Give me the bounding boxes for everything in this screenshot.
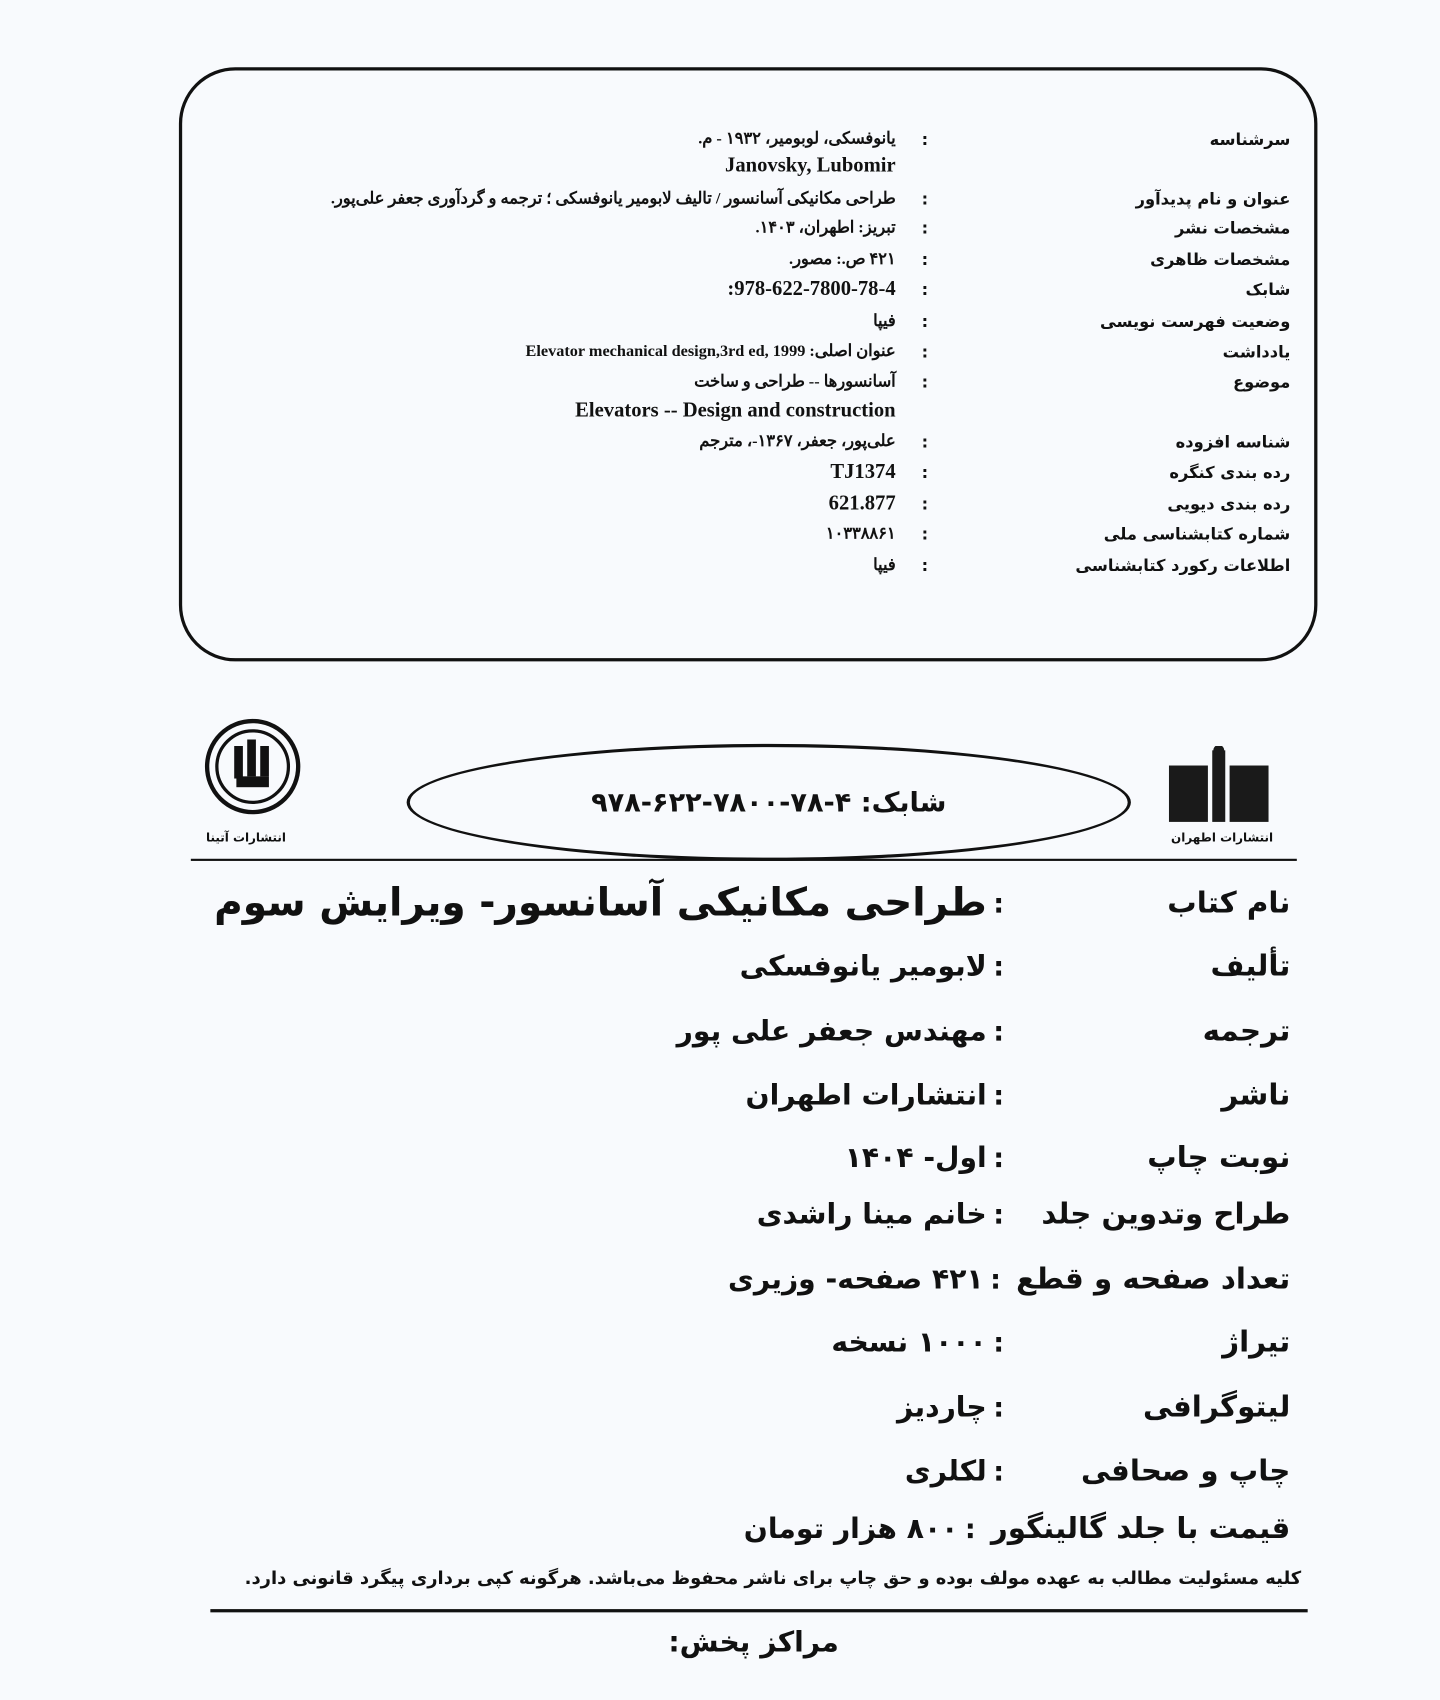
cip-colon: : xyxy=(921,279,929,300)
cip-row xyxy=(694,371,1290,392)
cip-row xyxy=(826,523,1291,544)
detail-row xyxy=(831,1326,1290,1360)
detail-colon: : xyxy=(990,1263,1001,1296)
isbn-oval xyxy=(407,744,1131,861)
cip-value: فیپا xyxy=(873,556,896,575)
cip-colon: : xyxy=(921,371,929,392)
cip-row xyxy=(873,555,1290,576)
cip-label: اطلاعات رکورد کتابشناسی xyxy=(1075,555,1291,575)
athran-logo-icon xyxy=(1169,746,1269,831)
detail-value: ۸۰۰ هزار تومان xyxy=(743,1512,959,1546)
cip-row xyxy=(698,128,1290,149)
distribution-heading: مراکز پخش: xyxy=(668,1626,839,1659)
detail-colon: : xyxy=(993,1198,1005,1231)
detail-value: اول- ۱۴۰۴ xyxy=(844,1141,987,1175)
detail-row xyxy=(677,1014,1291,1048)
cip-value: فیپا xyxy=(873,312,896,331)
detail-row xyxy=(744,1512,1291,1546)
cip-value: 621.877 xyxy=(828,492,896,516)
cip-label: موضوع xyxy=(1233,371,1291,392)
cip-value: طراحی مکانیکی آسانسور / تالیف لابومیر یانوفسکی ؛ ترجمه و گردآوری جعفر علی‌پور. xyxy=(330,190,896,208)
cip-value: Elevators -- Design and construction xyxy=(575,399,896,422)
detail-label: طراح وتدوین جلد xyxy=(1041,1197,1291,1232)
cip-label: سرشناسه xyxy=(1209,129,1291,149)
header-divider xyxy=(191,859,1297,861)
detail-row xyxy=(905,1455,1290,1489)
cip-colon: : xyxy=(921,431,929,452)
book-title: طراحی مکانیکی آسانسور- ویرایش سوم xyxy=(214,880,987,926)
detail-value: مهندس جعفر علی پور xyxy=(676,1014,987,1048)
cip-row xyxy=(830,461,1290,485)
detail-row xyxy=(746,1078,1291,1112)
detail-colon: : xyxy=(993,1455,1005,1488)
detail-value: لابومیر یانوفسکی xyxy=(739,949,987,983)
detail-row xyxy=(740,949,1291,983)
cip-value: ۱۰۳۳۸۸۶۱ xyxy=(825,525,896,543)
cip-colon: : xyxy=(921,341,929,362)
detail-label: نام کتاب xyxy=(1167,886,1291,921)
detail-colon: : xyxy=(993,950,1005,982)
cip-colon: : xyxy=(921,217,929,238)
detail-colon: : xyxy=(993,1142,1005,1174)
cip-value: علی‌پور، جعفر، ۱۳۶۷-، مترجم xyxy=(699,433,896,451)
cip-row xyxy=(789,249,1290,270)
detail-colon: : xyxy=(993,1326,1005,1359)
detail-colon: : xyxy=(964,1513,976,1545)
detail-label: ترجمه xyxy=(1202,1014,1291,1048)
detail-row xyxy=(214,881,1290,925)
cip-value: عنوان اصلی: Elevator mechanical design,3rd ed, 1999 xyxy=(525,343,896,361)
cip-value: تبریز: اطهران، ۱۴۰۳. xyxy=(755,219,896,237)
isbn-banner-text: شابک: ۴-۷۸-۷۸۰۰-۶۲۲-۹۷۸ xyxy=(591,786,947,819)
detail-value: ۴۲۱ صفحه- وزیری xyxy=(727,1263,984,1296)
cip-label: رده بندی کنگره xyxy=(1169,462,1291,483)
cip-label: وضعیت فهرست نویسی xyxy=(1099,311,1291,331)
detail-colon: : xyxy=(993,887,1005,919)
cip-label: رده بندی دیویی xyxy=(1167,494,1291,514)
cip-row xyxy=(725,154,1290,178)
cip-label: شماره کتابشناسی ملی xyxy=(1103,523,1291,544)
detail-row xyxy=(845,1141,1291,1175)
cip-value: TJ1374 xyxy=(830,460,896,484)
cip-row xyxy=(873,311,1290,332)
detail-value: انتشارات اطهران xyxy=(745,1078,987,1112)
cip-label: مشخصات نشر xyxy=(1175,217,1291,238)
atina-logo-caption: انتشارات آتینا xyxy=(206,830,286,845)
cip-value: :978-622-7800-78-4 xyxy=(727,277,896,301)
detail-row xyxy=(728,1263,1290,1297)
atina-logo-icon xyxy=(204,718,302,816)
detail-label: ناشر xyxy=(1221,1078,1291,1112)
cip-colon: : xyxy=(921,494,929,514)
detail-value: ۱۰۰۰ نسخه xyxy=(831,1326,987,1359)
detail-label: نوبت چاپ xyxy=(1147,1141,1291,1175)
athran-logo-caption: انتشارات اطهران xyxy=(1171,830,1274,845)
cip-row xyxy=(829,492,1291,516)
cip-label: یادداشت xyxy=(1222,341,1291,362)
atina-logo xyxy=(204,718,302,816)
cip-colon: : xyxy=(921,249,929,269)
cip-row xyxy=(727,278,1290,302)
cip-row xyxy=(756,217,1291,238)
detail-colon: : xyxy=(993,1391,1005,1424)
cip-row xyxy=(575,399,1290,423)
cip-colon: : xyxy=(921,555,929,575)
detail-value: لکلری xyxy=(904,1455,987,1488)
cip-value: آسانسورها -- طراحی و ساخت xyxy=(694,373,896,391)
detail-label: چاپ و صحافی xyxy=(1081,1454,1291,1489)
cip-value: ۴۲۱ ص.: مصور. xyxy=(788,251,896,269)
cip-value: Janovsky, Lubomir xyxy=(725,153,896,177)
detail-colon: : xyxy=(993,1079,1005,1111)
detail-value: خانم مینا راشدی xyxy=(756,1198,987,1231)
detail-colon: : xyxy=(993,1015,1005,1047)
cip-colon: : xyxy=(921,523,929,544)
detail-label: تیراژ xyxy=(1222,1325,1291,1360)
detail-value: چاردیز xyxy=(896,1391,987,1424)
cip-label: شابک xyxy=(1245,279,1291,300)
notice-divider xyxy=(210,1609,1307,1612)
cip-row xyxy=(699,431,1290,452)
detail-row xyxy=(757,1198,1291,1232)
cip-colon: : xyxy=(921,311,929,331)
cip-value: یانوفسکی، لوبومیر، ۱۹۳۲ - م. xyxy=(698,130,896,149)
athran-logo xyxy=(1169,746,1269,831)
detail-label: قیمت با جلد گالینگور xyxy=(990,1512,1291,1546)
cip-row xyxy=(526,341,1291,362)
detail-label: تألیف xyxy=(1210,949,1291,983)
cip-colon: : xyxy=(921,188,929,209)
copyright-notice: کلیه مسئولیت مطالب به عهده مولف بوده و حق چاپ برای ناشر محفوظ می‌باشد. هرگونه کپی برداری پیگرد قانونی دارد. xyxy=(244,1567,1302,1589)
cip-label: عنوان و نام پدیدآور xyxy=(1135,188,1291,209)
cip-row xyxy=(331,188,1291,209)
cip-colon: : xyxy=(921,462,929,483)
cip-label: مشخصات ظاهری xyxy=(1150,249,1291,269)
detail-label: تعداد صفحه و قطع xyxy=(1016,1262,1291,1297)
detail-row xyxy=(897,1391,1290,1425)
cip-colon: : xyxy=(921,129,929,149)
detail-label: لیتوگرافی xyxy=(1143,1390,1291,1425)
cip-label: شناسه افزوده xyxy=(1175,431,1291,452)
